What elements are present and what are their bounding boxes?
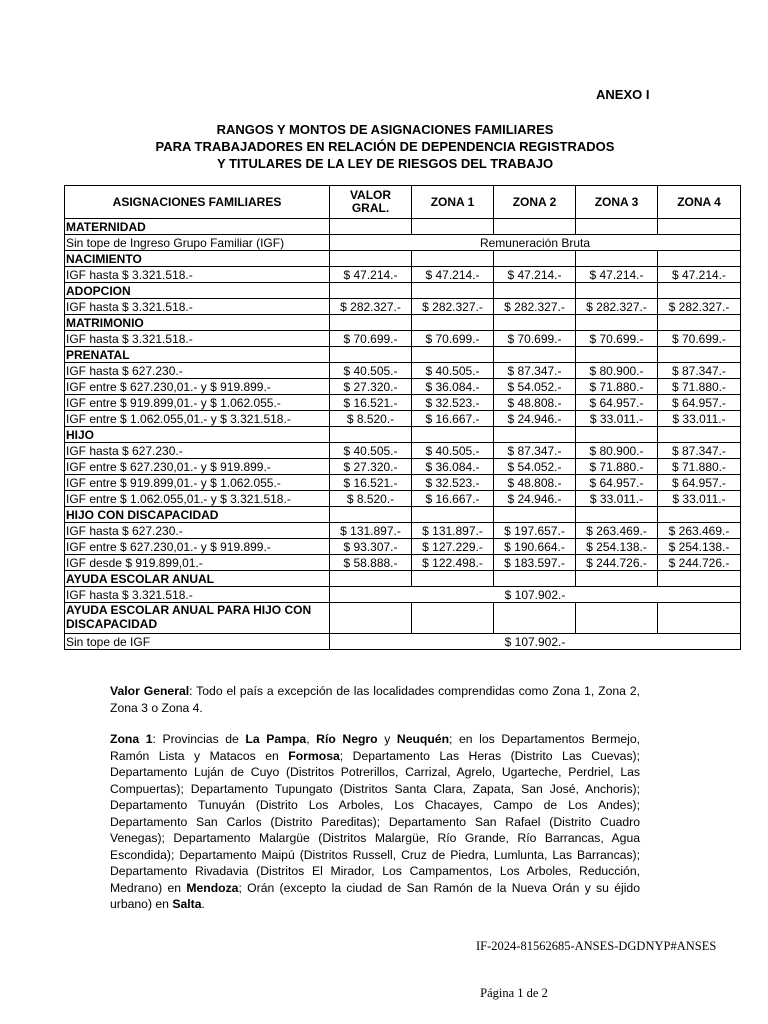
cell-zona-2: $ 183.597.- [494,555,576,571]
zona-1-comma: , [306,732,317,746]
cell-zona-2: $ 282.327.- [494,299,576,315]
cell-zona-4: $ 87.347.- [658,363,741,379]
category-row-matrimonio [65,315,741,331]
cell-zona-2: $ 47.214.- [494,267,576,283]
cell-zona-4: $ 282.327.- [658,299,741,315]
category-row-hijo [65,427,741,443]
rates-table [64,185,741,650]
cell-zona-4: $ 64.957.- [658,395,741,411]
cell-zona-1: $ 40.505.- [412,443,494,459]
cell-zona-1: $ 47.214.- [412,267,494,283]
title-line-2: PARA TRABAJADORES EN RELACIÓN DE DEPENDENCIA REGISTRADOS [155,139,615,154]
cell-zona-4: $ 64.957.- [658,475,741,491]
cell-zona-2: $ 24.946.- [494,411,576,427]
table-row [65,267,741,283]
cell-zona-1: $ 127.229.- [412,539,494,555]
cell-valor-gral: $ 8.520.- [330,411,412,427]
category-title: AYUDA ESCOLAR ANUAL [65,571,330,587]
table-row [65,411,741,427]
row-label: IGF hasta $ 627.230.- [65,443,330,459]
category-row-maternidad [65,219,741,235]
anexo-label: ANEXO I [596,87,650,102]
cell-zona-1: $ 16.667.- [412,491,494,507]
category-title: MATRIMONIO [65,315,330,331]
cell-zona-4: $ 71.880.- [658,379,741,395]
header-zona-4: ZONA 4 [658,186,741,219]
row-label: IGF entre $ 919.899,01.- y $ 1.062.055.- [65,475,330,491]
province-la-pampa: La Pampa [245,732,307,746]
notes-section [110,683,640,928]
category-row-ayuda-escolar-discapacidad [65,603,741,634]
cell-zona-4: $ 33.011.- [658,491,741,507]
row-label: Sin tope de IGF [65,634,330,650]
header-valor-gral: VALOR GRAL. [330,186,412,219]
table-header-row [65,186,741,219]
row-label: IGF entre $ 919.899,01.- y $ 1.062.055.- [65,395,330,411]
table-row [65,443,741,459]
cell-zona-4: $ 71.880.- [658,459,741,475]
cell-valor-gral: $ 70.699.- [330,331,412,347]
province-salta: Salta [172,897,202,911]
row-label: IGF entre $ 627.230,01.- y $ 919.899.- [65,379,330,395]
cell-zona-3: $ 64.957.- [576,395,658,411]
cell-zona-3: $ 47.214.- [576,267,658,283]
cell-zona-4: $ 263.469.- [658,523,741,539]
cell-valor-gral: $ 16.521.- [330,475,412,491]
cell-zona-1: $ 131.897.- [412,523,494,539]
table-row [65,523,741,539]
cell-zona-3: $ 71.880.- [576,459,658,475]
table-row [65,555,741,571]
table-row [65,491,741,507]
cell-zona-1: $ 16.667.- [412,411,494,427]
cell-zona-2: $ 190.664.- [494,539,576,555]
valor-general-text: : Todo el país a excepción de las localidades comprendidas como Zona 1, Zona 2, Zona 3 o Zona 4. [110,684,640,715]
table-row [65,331,741,347]
province-mendoza: Mendoza [186,880,239,895]
province-neuquen: Neuquén [396,732,450,746]
table-row [65,634,741,650]
row-value: Remuneración Bruta [330,235,741,251]
zona-1-text-3: ; Departamento Las Heras (Distrito Las Cuevas); Departamento Luján de Cuyo (Distritos Potrerillos, Carrizal, Agrelo, Ugarteche, Perdriel, Las Compuertas); Departamento Tupungato (Distritos Santa Clara, Zapata, San José, Anchoris); Departamento Tunuyán (Distrito Los Arboles, Los Chacayes, Campo de Los Andes); Departamento San Carlos (Distrito Pareditas); Departamento San Rafael (Distrito Cuadro Venegas); Departamento Malargüe (Distritos Malargüe, Río Grande, Río Barrancas, Agua Escondida); Departamento Maipú (Distritos Russell, Cruz de Piedra, Lumlunta, Las Barrancas); Departamento Rivadavia (Distritos El Mirador, Los Campamentos, Los Arboles, Reducción, Medrano) en [110,748,640,895]
category-title: NACIMIENTO [65,251,330,267]
category-title: PRENATAL [65,347,330,363]
row-value: $ 107.902.- [330,634,741,650]
table-row [65,235,741,251]
category-title: HIJO CON DISCAPACIDAD [65,507,330,523]
document-title [60,121,710,172]
title-line-3: Y TITULARES DE LA LEY DE RIESGOS DEL TRABAJO [216,156,554,171]
cell-zona-1: $ 36.084.- [412,379,494,395]
header-zona-3: ZONA 3 [576,186,658,219]
title-line-1: RANGOS Y MONTOS DE ASIGNACIONES FAMILIARES [216,122,554,137]
cell-zona-3: $ 71.880.- [576,379,658,395]
table-row [65,379,741,395]
cell-zona-1: $ 36.084.- [412,459,494,475]
cell-zona-2: $ 54.052.- [494,379,576,395]
page-number: Página 1 de 2 [480,986,548,1000]
cell-zona-3: $ 282.327.- [576,299,658,315]
cell-zona-3: $ 70.699.- [576,331,658,347]
zona-1-note [110,731,640,913]
row-label: IGF entre $ 1.062.055,01.- y $ 3.321.518.- [65,491,330,507]
table-row [65,299,741,315]
table-row [65,539,741,555]
row-label: IGF hasta $ 3.321.518.- [65,267,330,283]
valor-general-note [110,683,640,716]
zona-1-text-1: : Provincias de [152,732,246,746]
table-row [65,395,741,411]
cell-valor-gral: $ 40.505.- [330,443,412,459]
zona-1-period: . [201,897,205,911]
row-label: IGF hasta $ 3.321.518.- [65,331,330,347]
row-label: IGF hasta $ 3.321.518.- [65,299,330,315]
cell-valor-gral: $ 27.320.- [330,459,412,475]
zona-1-label: Zona 1 [110,732,153,746]
row-value: $ 107.902.- [330,587,741,603]
cell-zona-2: $ 48.808.- [494,395,576,411]
row-label: IGF entre $ 627.230,01.- y $ 919.899.- [65,459,330,475]
cell-zona-2: $ 54.052.- [494,459,576,475]
cell-zona-3: $ 254.138.- [576,539,658,555]
row-label: IGF hasta $ 627.230.- [65,523,330,539]
table-row [65,475,741,491]
cell-zona-1: $ 40.505.- [412,363,494,379]
category-title: HIJO [65,427,330,443]
zona-1-text-4: ; Orán (excepto la ciudad de San Ramón de la Nueva Orán y su éjido urbano) en [110,880,640,911]
cell-zona-4: $ 244.726.- [658,555,741,571]
cell-zona-3: $ 80.900.- [576,443,658,459]
cell-zona-4: $ 33.011.- [658,411,741,427]
cell-zona-2: $ 70.699.- [494,331,576,347]
cell-zona-3: $ 244.726.- [576,555,658,571]
category-row-adopcion [65,283,741,299]
cell-valor-gral: $ 40.505.- [330,363,412,379]
table-row [65,363,741,379]
cell-valor-gral: $ 16.521.- [330,395,412,411]
zona-1-text-2: ; en los Departamentos Bermejo, Ramón Lista y Matacos en [110,732,640,763]
cell-valor-gral: $ 282.327.- [330,299,412,315]
valor-general-label: Valor General [110,684,190,698]
category-title: ADOPCION [65,283,330,299]
category-row-nacimiento [65,251,741,267]
cell-zona-1: $ 122.498.- [412,555,494,571]
row-label: IGF entre $ 1.062.055,01.- y $ 3.321.518.- [65,411,330,427]
cell-zona-3: $ 263.469.- [576,523,658,539]
category-row-hijo-discapacidad [65,507,741,523]
header-asignaciones: ASIGNACIONES FAMILIARES [65,186,330,219]
cell-valor-gral: $ 93.307.- [330,539,412,555]
cell-zona-1: $ 32.523.- [412,475,494,491]
cell-zona-4: $ 254.138.- [658,539,741,555]
category-title: MATERNIDAD [65,219,330,235]
category-title: AYUDA ESCOLAR ANUAL PARA HIJO CON DISCAPACIDAD [65,603,330,634]
cell-zona-3: $ 33.011.- [576,411,658,427]
province-formosa: Formosa [288,748,340,763]
row-label: IGF hasta $ 3.321.518.- [65,587,330,603]
cell-zona-4: $ 47.214.- [658,267,741,283]
cell-zona-4: $ 70.699.- [658,331,741,347]
row-label: Sin tope de Ingreso Grupo Familiar (IGF) [65,235,330,251]
cell-valor-gral: $ 58.888.- [330,555,412,571]
cell-zona-1: $ 70.699.- [412,331,494,347]
document-id: IF-2024-81562685-ANSES-DGDNYP#ANSES [476,939,717,953]
header-zona-2: ZONA 2 [494,186,576,219]
cell-zona-2: $ 48.808.- [494,475,576,491]
cell-zona-3: $ 33.011.- [576,491,658,507]
cell-valor-gral: $ 8.520.- [330,491,412,507]
cell-valor-gral: $ 47.214.- [330,267,412,283]
cell-zona-2: $ 87.347.- [494,443,576,459]
cell-zona-1: $ 282.327.- [412,299,494,315]
cell-zona-1: $ 32.523.- [412,395,494,411]
cell-zona-2: $ 24.946.- [494,491,576,507]
cell-zona-2: $ 197.657.- [494,523,576,539]
cell-zona-2: $ 87.347.- [494,363,576,379]
province-rio-negro: Río Negro [316,732,378,746]
row-label: IGF desde $ 919.899,01.- [65,555,330,571]
zona-1-and: y [377,732,397,746]
row-label: IGF hasta $ 627.230.- [65,363,330,379]
row-label: IGF entre $ 627.230,01.- y $ 919.899.- [65,539,330,555]
category-row-ayuda-escolar [65,571,741,587]
table-row [65,587,741,603]
cell-valor-gral: $ 27.320.- [330,379,412,395]
header-zona-1: ZONA 1 [412,186,494,219]
cell-valor-gral: $ 131.897.- [330,523,412,539]
cell-zona-3: $ 64.957.- [576,475,658,491]
table-row [65,459,741,475]
cell-zona-3: $ 80.900.- [576,363,658,379]
category-row-prenatal [65,347,741,363]
cell-zona-4: $ 87.347.- [658,443,741,459]
